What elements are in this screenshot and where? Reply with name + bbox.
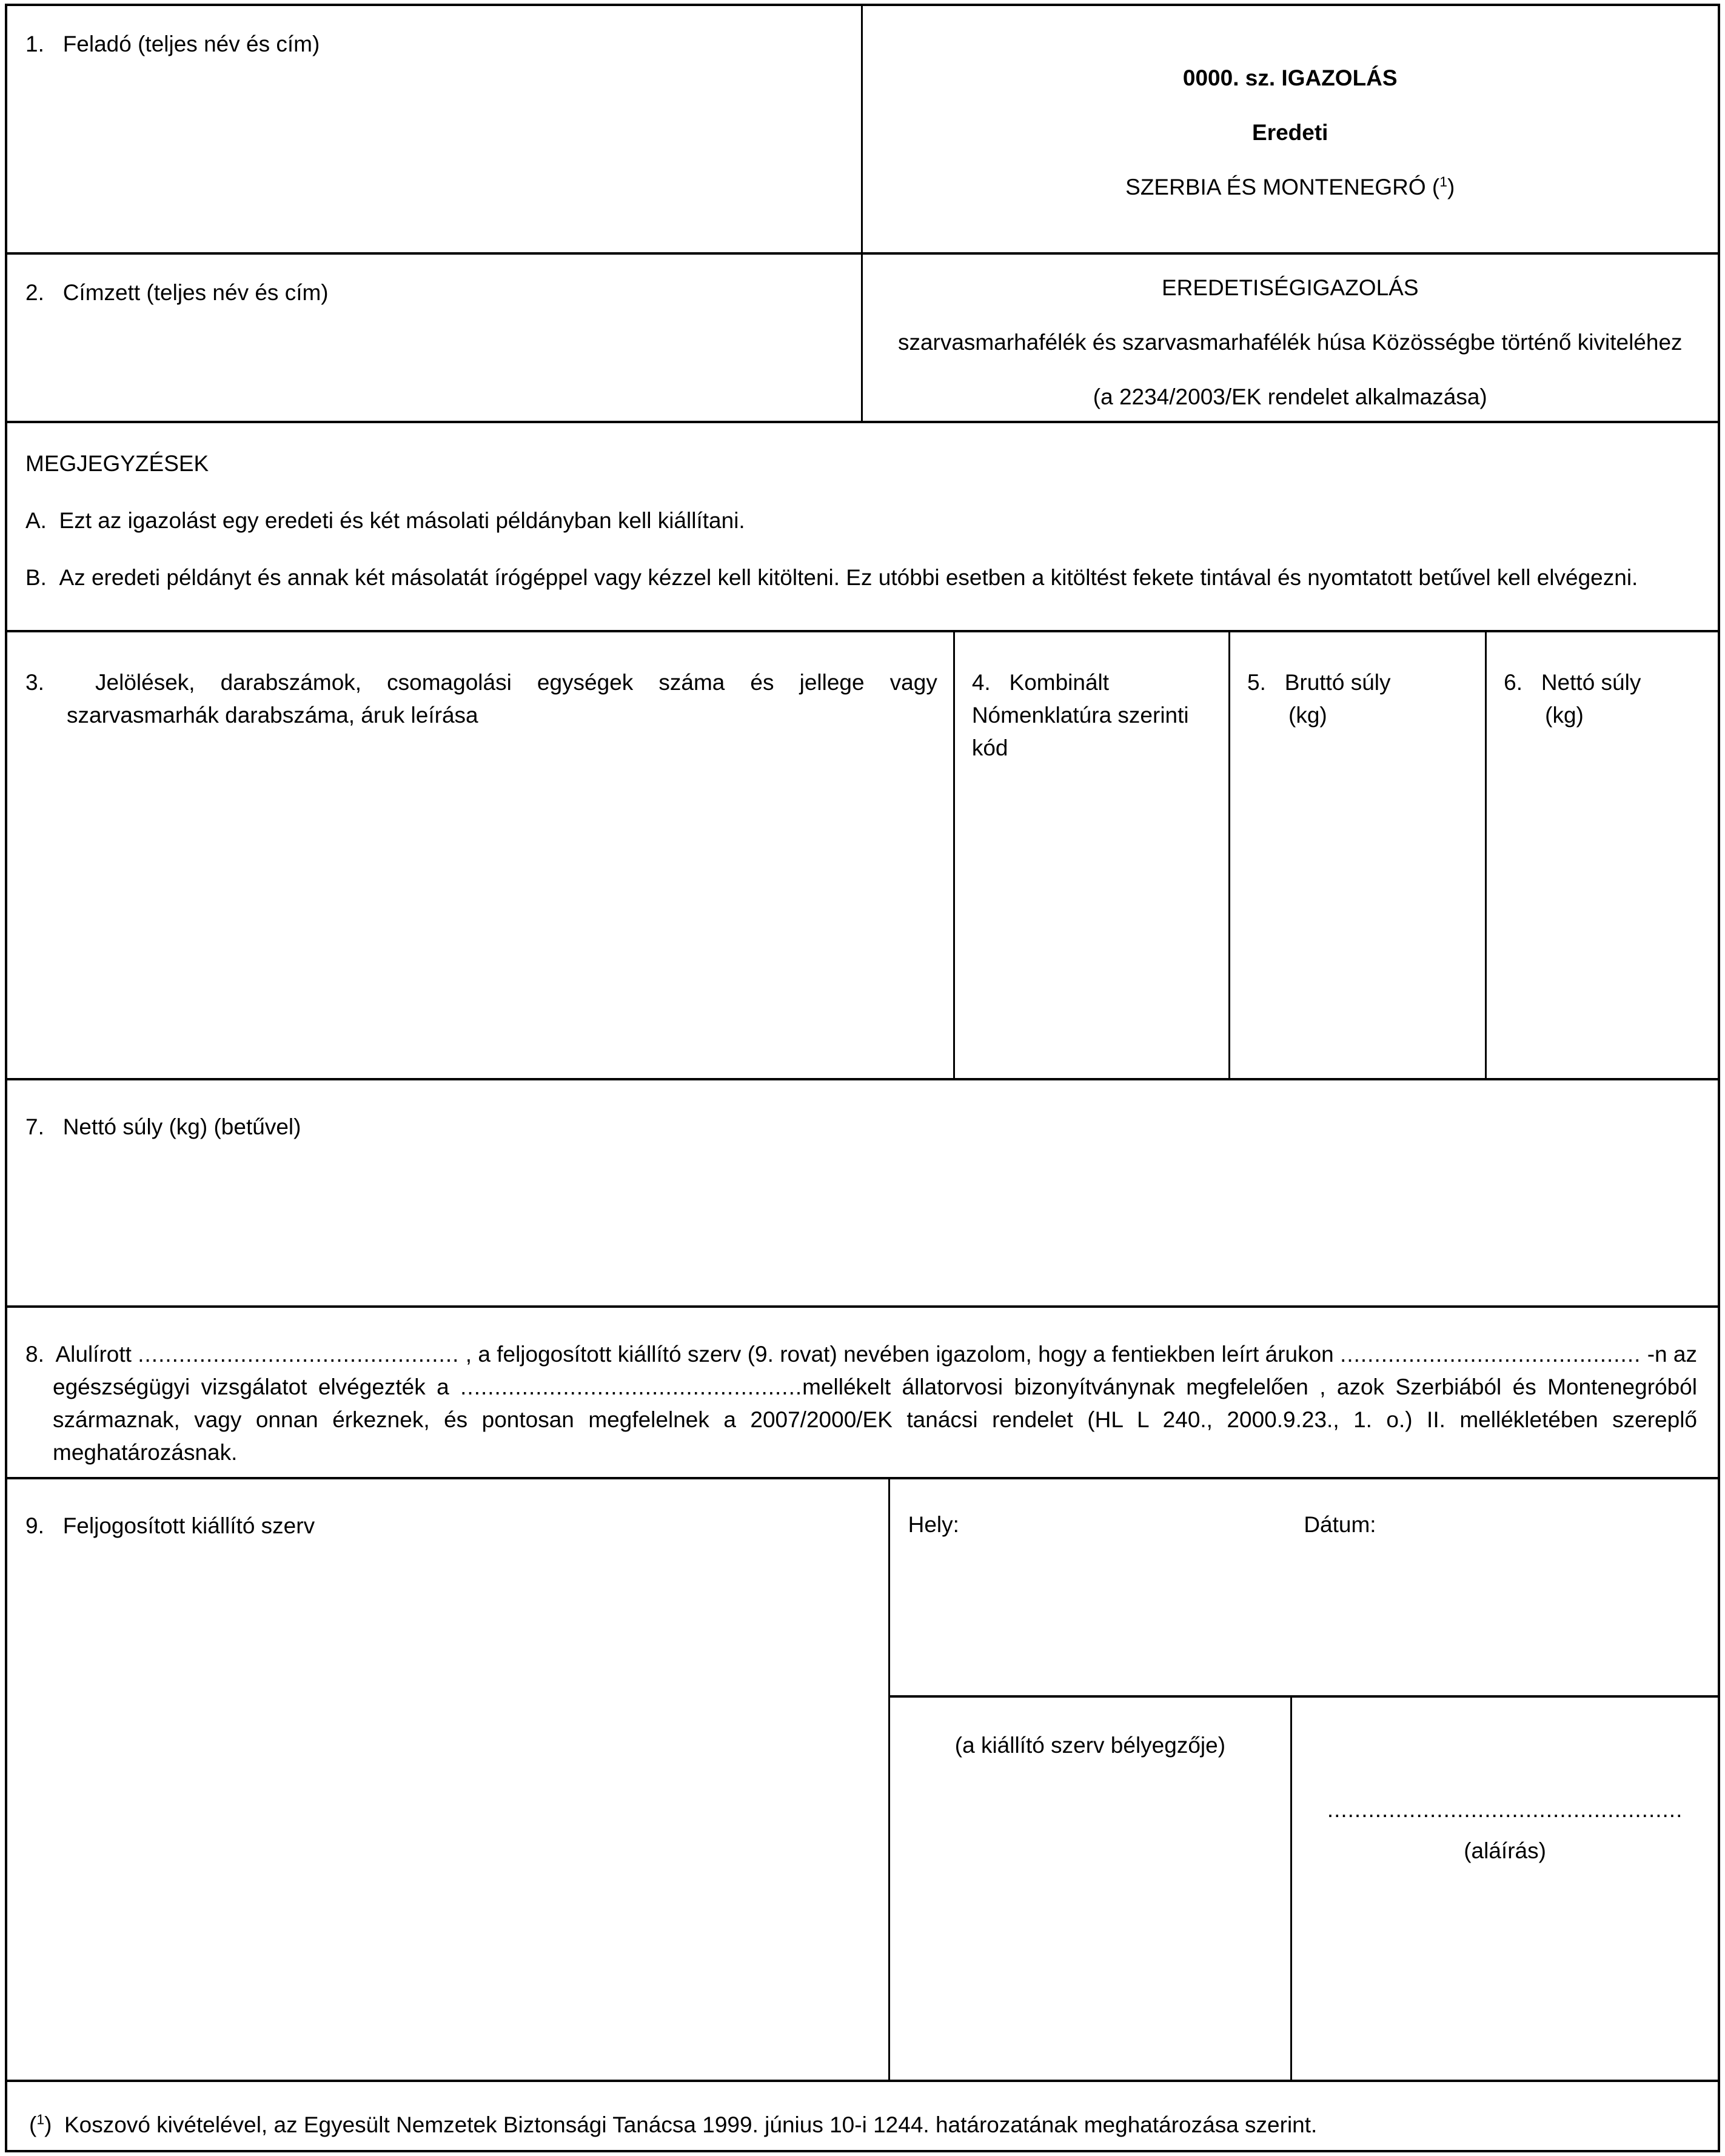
row-consignee-type: [7, 255, 1718, 423]
box4-label-line2: Nómenklatúra szerinti: [971, 703, 1189, 728]
box3-label-line2: szarvasmarhák darabszáma, áruk leírása: [67, 703, 478, 728]
clause-dotted-blank-1: ...............................................: [138, 1342, 460, 1367]
footnote-ref-open: (: [29, 2112, 37, 2137]
footnote-ref-number: 1: [36, 2111, 45, 2128]
notes-heading: MEGJEGYZÉSEK: [25, 451, 209, 476]
box8-declaration-cell: [7, 1308, 1718, 1479]
certificate-type-subject: szarvasmarhafélék és szarvasmarhafélék húsa Közösségbe történő kiviteléhez: [897, 330, 1683, 355]
stamp-label: (a kiállító szerv bélyegzője): [954, 1733, 1226, 1758]
notes-section: [7, 423, 1718, 632]
box5-gross-weight-cell: [1230, 632, 1487, 1078]
clause-dotted-blank-2: ............................................: [1340, 1342, 1641, 1367]
box2-consignee-cell: [7, 255, 863, 421]
certificate-type-title: EREDETISÉGIGAZOLÁS: [1161, 275, 1419, 300]
row-issuing-body: [7, 1479, 1718, 2082]
country-text-close: ): [1447, 175, 1455, 200]
footnote-body: Koszovó kivételével, az Egyesült Nemzetek Biztonsági Tanácsa 1999. június 10-i 1244. határozatának meghatározása szerint.: [64, 2112, 1318, 2137]
box6-label-line1: 6. Nettó súly: [1504, 670, 1641, 695]
certificate-number-title: 0000. sz. IGAZOLÁS: [1182, 65, 1398, 90]
footnote-section: [7, 2082, 1718, 2150]
box8-declaration-text: [25, 1338, 1697, 1469]
form-frame: [5, 4, 1720, 2152]
stamp-cell: [890, 1698, 1293, 2080]
place-date-cell: [890, 1479, 1718, 1698]
signature-label: (aláírás): [1464, 1838, 1546, 1864]
row-sender-header: [7, 6, 1718, 255]
clause-seg4: mellékelt állatorvosi bizonyítványnak megfelelően , azok Szerbiából és Montenegróból származnak, vagy onnan érkeznek, és pontosan megfelelnek a 2007/2000/EK tanácsi rendelet (HL L 240., 2000.9.23., 1. o.) II. mellékletében szereplő meghatározásnak.: [53, 1374, 1697, 1465]
certificate-copy-type: Eredeti: [1252, 120, 1328, 146]
certificate-type-cell: [863, 255, 1718, 421]
certificate-type-regulation: (a 2234/2003/EK rendelet alkalmazása): [1093, 384, 1487, 410]
stamp-signature-row: [890, 1698, 1718, 2080]
clause-seg2: , a feljogosított kiállító szerv (9. rovat) nevében igazolom, hogy a fentiekben leírt árukon: [459, 1342, 1341, 1367]
box1-sender-label: 1. Feladó (teljes név és cím): [25, 32, 320, 56]
note-item-b: B. Az eredeti példányt és annak két másolatát írógéppel vagy kézzel kell kitölteni. Ez utóbbi esetben a kitöltést fekete tintával és nyomtatott betűvel kell elvégezni.: [25, 565, 1638, 591]
box7-net-weight-words-cell: [7, 1080, 1718, 1308]
clause-seg1: 8. Alulírott: [25, 1342, 138, 1367]
goods-table: [7, 632, 1718, 1080]
certificate-header-cell: [863, 6, 1718, 252]
box3-label-line1: 3. Jelölések, darabszámok, csomagolási egységek száma és jellege vagy: [25, 670, 937, 695]
box4-label-line3: kód: [971, 735, 1008, 761]
certificate-country: [1113, 171, 1467, 204]
place-label: Hely:: [908, 1512, 959, 1537]
clause-dotted-blank-3: ..................................................: [460, 1374, 803, 1400]
box7-label: 7. Nettó súly (kg) (betűvel): [25, 1114, 301, 1139]
box2-consignee-label: 2. Címzett (teljes név és cím): [25, 280, 329, 305]
box6-net-weight-cell: [1487, 632, 1718, 1078]
footnote-ref-close: ): [44, 2112, 64, 2137]
signature-dotted-line: ....................................................: [1327, 1797, 1683, 1822]
box6-label-line2: (kg): [1545, 703, 1584, 728]
box3-marks-description-cell: [7, 632, 955, 1078]
clause-seg3: -n az egészségügyi vizsgálatot elvégezték a: [53, 1342, 1698, 1400]
box1-sender-cell: [7, 6, 863, 252]
box9-issuing-body-cell: [7, 1479, 890, 2080]
place-date-stamp-area: [890, 1479, 1718, 2080]
box5-label-line2: (kg): [1288, 703, 1327, 728]
date-label: Dátum:: [1304, 1512, 1376, 1537]
box4-label-line1: 4. Kombinált: [971, 670, 1110, 695]
signature-cell: [1292, 1698, 1718, 2080]
box5-label-line1: 5. Bruttó súly: [1247, 670, 1391, 695]
note-item-a: A. Ezt az igazolást egy eredeti és két másolati példányban kell kiállítani.: [25, 508, 745, 534]
box4-cn-code-cell: [955, 632, 1230, 1078]
country-text: SZERBIA ÉS MONTENEGRÓ (: [1125, 175, 1440, 200]
footnote-text: [29, 2109, 1700, 2141]
box9-label: 9. Feljogosított kiállító szerv: [25, 1513, 315, 1538]
country-footnote-ref: 1: [1439, 173, 1447, 190]
